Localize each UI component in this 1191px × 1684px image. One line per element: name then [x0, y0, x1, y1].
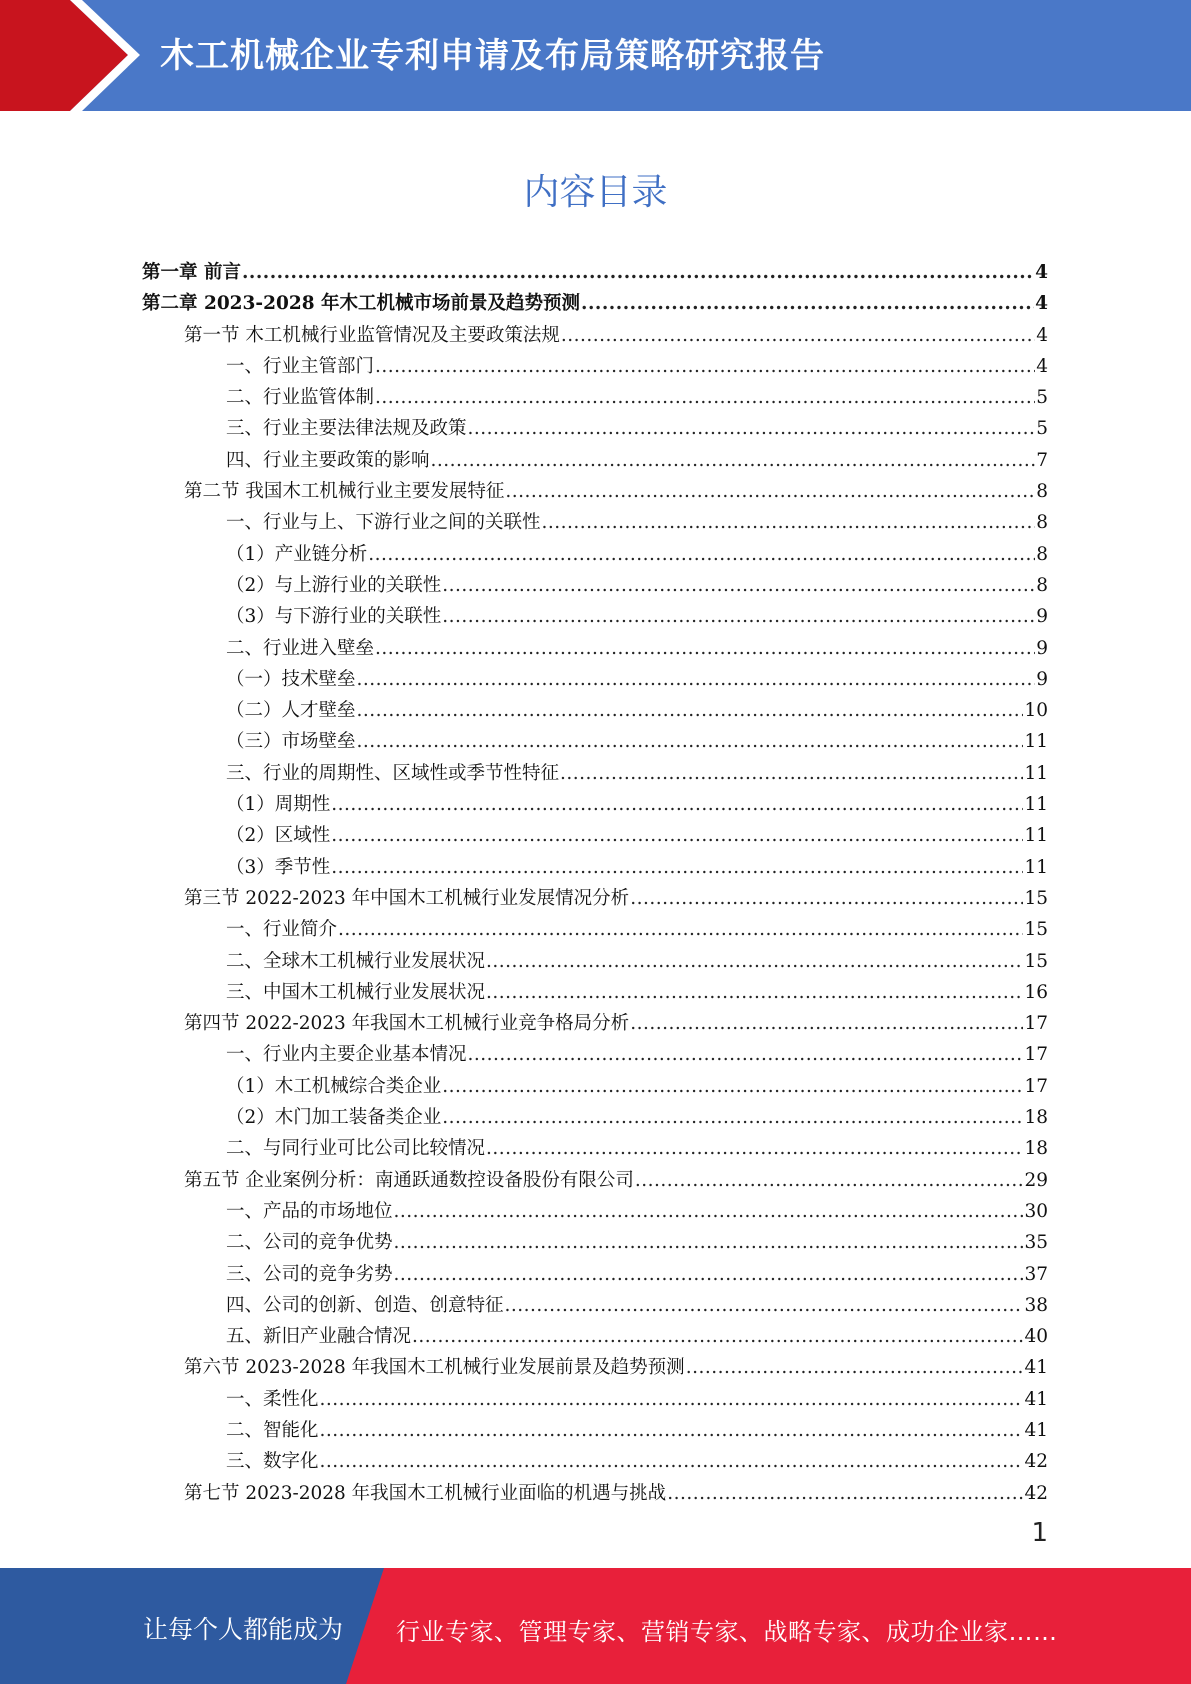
toc-entry-page: 30 — [1024, 1200, 1048, 1222]
toc-entry[interactable] — [142, 946, 1048, 977]
toc-entry[interactable] — [142, 413, 1048, 444]
toc-leader-dots — [242, 257, 1034, 288]
toc-entry[interactable] — [142, 257, 1048, 288]
toc-entry[interactable] — [142, 476, 1048, 507]
toc-entry[interactable] — [142, 1227, 1048, 1258]
toc-entry-label: 三、数字化 — [226, 1451, 319, 1473]
toc-entry-page: 11 — [1024, 856, 1048, 878]
toc-leader-dots — [431, 445, 1036, 476]
toc-entry-label: 第二节 我国木工机械行业主要发展特征 — [184, 481, 505, 503]
toc-entry[interactable] — [142, 1352, 1048, 1383]
toc-entry-label: 二、全球木工机械行业发展状况 — [226, 950, 486, 972]
toc-entry[interactable] — [142, 758, 1048, 789]
toc-entry[interactable] — [142, 1478, 1048, 1509]
table-of-contents — [142, 257, 1048, 1509]
toc-leader-dots — [667, 1478, 1023, 1509]
toc-entry-label: 第一节 木工机械行业监管情况及主要政策法规 — [184, 324, 560, 346]
toc-leader-dots — [581, 288, 1034, 319]
toc-leader-dots — [686, 1352, 1024, 1383]
toc-leader-dots — [486, 977, 1023, 1008]
toc-entry-label: 第六节 2023-2028 年我国木工机械行业发展前景及趋势预测 — [184, 1357, 685, 1379]
toc-entry-label: （二）人才壁垒 — [226, 700, 356, 722]
toc-entry-label: 一、行业简介 — [226, 919, 338, 941]
toc-entry-label: 二、行业进入壁垒 — [226, 637, 375, 659]
toc-entry-page: 11 — [1024, 731, 1048, 753]
toc-entry-label: 二、与同行业可比公司比较情况 — [226, 1138, 486, 1160]
toc-entry-label: 第五节 企业案例分析：南通跃通数控设备股份有限公司 — [184, 1169, 634, 1191]
toc-entry-page: 4 — [1035, 262, 1048, 283]
toc-entry-page: 42 — [1024, 1482, 1048, 1504]
toc-entry-label: 三、中国木工机械行业发展状况 — [226, 981, 486, 1003]
toc-leader-dots — [442, 1071, 1023, 1102]
toc-entry[interactable] — [142, 1290, 1048, 1321]
toc-entry[interactable] — [142, 570, 1048, 601]
toc-entry-page: 9 — [1036, 668, 1048, 690]
toc-entry-page: 4 — [1036, 324, 1048, 346]
toc-entry[interactable] — [142, 1133, 1048, 1164]
toc-entry-page: 18 — [1024, 1107, 1048, 1129]
toc-leader-dots — [505, 476, 1035, 507]
toc-entry-label: 四、行业主要政策的影响 — [226, 449, 430, 471]
page-footer — [0, 1568, 1191, 1684]
toc-leader-dots — [561, 320, 1035, 351]
toc-entry-page: 18 — [1024, 1138, 1048, 1160]
footer-slogan-right: 行业专家、管理专家、营销专家、战略专家、成功企业家…… — [396, 1618, 1058, 1646]
toc-entry-label: 第七节 2023-2028 年我国木工机械行业面临的机遇与挑战 — [184, 1482, 667, 1504]
toc-entry-label: （三）市场壁垒 — [226, 731, 356, 753]
toc-entry[interactable] — [142, 539, 1048, 570]
toc-leader-dots — [320, 1446, 1024, 1477]
toc-leader-dots — [368, 539, 1035, 570]
toc-entry-page: 11 — [1024, 762, 1048, 784]
toc-entry-label: 二、公司的竞争优势 — [226, 1232, 393, 1254]
toc-entry-page: 16 — [1024, 981, 1048, 1003]
toc-leader-dots — [394, 1196, 1024, 1227]
toc-entry[interactable] — [142, 1008, 1048, 1039]
toc-leader-dots — [331, 789, 1023, 820]
toc-entry-label: 一、柔性化 — [226, 1388, 319, 1410]
toc-entry[interactable] — [142, 914, 1048, 945]
toc-leader-dots — [630, 1008, 1023, 1039]
toc-entry-page: 9 — [1036, 637, 1048, 659]
toc-entry-page: 40 — [1024, 1326, 1048, 1348]
toc-entry[interactable] — [142, 320, 1048, 351]
toc-leader-dots — [357, 726, 1024, 757]
toc-entry-page: 29 — [1024, 1169, 1048, 1191]
toc-entry-page: 10 — [1024, 700, 1048, 722]
toc-entry-page: 41 — [1024, 1357, 1048, 1379]
toc-entry-page: 8 — [1036, 543, 1048, 565]
toc-entry-label: 一、行业主管部门 — [226, 355, 375, 377]
toc-entry-page: 15 — [1024, 887, 1048, 909]
toc-entry[interactable] — [142, 1071, 1048, 1102]
toc-entry-page: 7 — [1036, 449, 1048, 471]
toc-entry[interactable] — [142, 820, 1048, 851]
toc-entry-label: 一、行业与上、下游行业之间的关联性 — [226, 512, 541, 534]
toc-entry-label: （一）技术壁垒 — [226, 668, 356, 690]
toc-entry[interactable] — [142, 883, 1048, 914]
toc-leader-dots — [635, 1165, 1024, 1196]
toc-entry[interactable] — [142, 1039, 1048, 1070]
footer-slogan-left: 让每个人都能成为 — [143, 1615, 344, 1644]
toc-entry-page: 17 — [1024, 1075, 1048, 1097]
toc-entry[interactable] — [142, 726, 1048, 757]
toc-entry-page: 8 — [1036, 512, 1048, 534]
toc-entry-label: （3）季节性 — [226, 856, 331, 878]
toc-entry-label: （1）周期性 — [226, 794, 331, 816]
toc-entry-label: 五、新旧产业融合情况 — [226, 1326, 412, 1348]
toc-entry-page: 11 — [1024, 825, 1048, 847]
toc-entry-page: 4 — [1035, 293, 1048, 315]
toc-entry-label: 二、智能化 — [226, 1419, 319, 1441]
toc-entry-label: 一、行业内主要企业基本情况 — [226, 1044, 467, 1066]
toc-entry[interactable] — [142, 1259, 1048, 1290]
toc-leader-dots — [331, 820, 1023, 851]
toc-entry-label: 第二章 2023-2028 年木工机械市场前景及趋势预测 — [142, 293, 581, 315]
toc-entry-page: 37 — [1024, 1263, 1048, 1285]
toc-leader-dots — [442, 601, 1035, 632]
toc-heading: 内容目录 — [523, 172, 668, 213]
toc-entry[interactable] — [142, 351, 1048, 382]
toc-leader-dots — [412, 1321, 1023, 1352]
toc-leader-dots — [394, 1259, 1024, 1290]
toc-entry-page: 15 — [1024, 950, 1048, 972]
toc-leader-dots — [375, 633, 1035, 664]
toc-entry-label: （1）产业链分析 — [226, 543, 368, 565]
header-arrow-decoration — [0, 0, 160, 111]
toc-entry-label: 三、公司的竞争劣势 — [226, 1263, 393, 1285]
toc-entry[interactable] — [142, 1165, 1048, 1196]
toc-entry-page: 9 — [1036, 606, 1048, 628]
toc-entry[interactable] — [142, 789, 1048, 820]
toc-entry[interactable] — [142, 633, 1048, 664]
toc-entry[interactable] — [142, 382, 1048, 413]
toc-entry-label: （2）区域性 — [226, 825, 331, 847]
toc-entry-page: 38 — [1024, 1294, 1048, 1316]
toc-entry-page: 5 — [1036, 387, 1048, 409]
toc-entry[interactable] — [142, 1415, 1048, 1446]
toc-entry-page: 42 — [1024, 1451, 1048, 1473]
toc-entry-page: 15 — [1024, 919, 1048, 941]
toc-entry-label: 一、产品的市场地位 — [226, 1200, 393, 1222]
toc-entry-label: （2）与上游行业的关联性 — [226, 574, 442, 596]
toc-entry[interactable] — [142, 695, 1048, 726]
toc-entry-label: 第四节 2022-2023 年我国木工机械行业竞争格局分析 — [184, 1013, 630, 1035]
toc-entry-page: 35 — [1024, 1232, 1048, 1254]
toc-entry-label: （1）木工机械综合类企业 — [226, 1075, 442, 1097]
toc-entry[interactable] — [142, 1196, 1048, 1227]
toc-leader-dots — [442, 1102, 1023, 1133]
toc-entry-page: 11 — [1024, 794, 1048, 816]
toc-entry-label: 三、行业的周期性、区域性或季节性特征 — [226, 762, 560, 784]
toc-entry-label: 第一章 前言 — [142, 262, 241, 283]
toc-leader-dots — [468, 1039, 1024, 1070]
toc-leader-dots — [320, 1384, 1024, 1415]
toc-leader-dots — [357, 664, 1036, 695]
page-number: 1 — [1031, 1518, 1048, 1548]
toc-leader-dots — [331, 852, 1023, 883]
toc-leader-dots — [630, 883, 1023, 914]
toc-entry-label: 三、行业主要法律法规及政策 — [226, 418, 467, 440]
toc-entry[interactable] — [142, 1446, 1048, 1477]
toc-leader-dots — [320, 1415, 1024, 1446]
toc-entry[interactable] — [142, 507, 1048, 538]
toc-entry[interactable] — [142, 1102, 1048, 1133]
toc-leader-dots — [338, 914, 1023, 945]
toc-leader-dots — [375, 351, 1035, 382]
toc-entry[interactable] — [142, 664, 1048, 695]
toc-leader-dots — [505, 1290, 1024, 1321]
toc-entry-page: 41 — [1024, 1419, 1048, 1441]
toc-entry-page: 8 — [1036, 574, 1048, 596]
toc-entry[interactable] — [142, 288, 1048, 319]
toc-entry-page: 17 — [1024, 1044, 1048, 1066]
toc-leader-dots — [394, 1227, 1024, 1258]
toc-leader-dots — [560, 758, 1023, 789]
toc-leader-dots — [357, 695, 1024, 726]
toc-entry-label: 四、公司的创新、创造、创意特征 — [226, 1294, 504, 1316]
page-header — [0, 0, 1191, 111]
toc-entry[interactable] — [142, 1321, 1048, 1352]
report-title: 木工机械企业专利申请及布局策略研究报告 — [160, 36, 825, 76]
toc-entry-page: 5 — [1036, 418, 1048, 440]
toc-entry-label: （3）与下游行业的关联性 — [226, 606, 442, 628]
toc-entry[interactable] — [142, 977, 1048, 1008]
toc-entry-label: （2）木门加工装备类企业 — [226, 1107, 442, 1129]
toc-entry-page: 41 — [1024, 1388, 1048, 1410]
toc-entry[interactable] — [142, 445, 1048, 476]
toc-entry-label: 二、行业监管体制 — [226, 387, 375, 409]
toc-entry[interactable] — [142, 852, 1048, 883]
toc-leader-dots — [486, 1133, 1023, 1164]
toc-entry[interactable] — [142, 1384, 1048, 1415]
toc-leader-dots — [542, 507, 1036, 538]
toc-leader-dots — [486, 946, 1023, 977]
toc-leader-dots — [468, 413, 1036, 444]
toc-entry-page: 8 — [1036, 481, 1048, 503]
toc-entry-label: 第三节 2022-2023 年中国木工机械行业发展情况分析 — [184, 887, 630, 909]
toc-leader-dots — [442, 570, 1035, 601]
toc-leader-dots — [375, 382, 1035, 413]
toc-entry-page: 4 — [1036, 355, 1048, 377]
toc-entry[interactable] — [142, 601, 1048, 632]
toc-entry-page: 17 — [1024, 1013, 1048, 1035]
